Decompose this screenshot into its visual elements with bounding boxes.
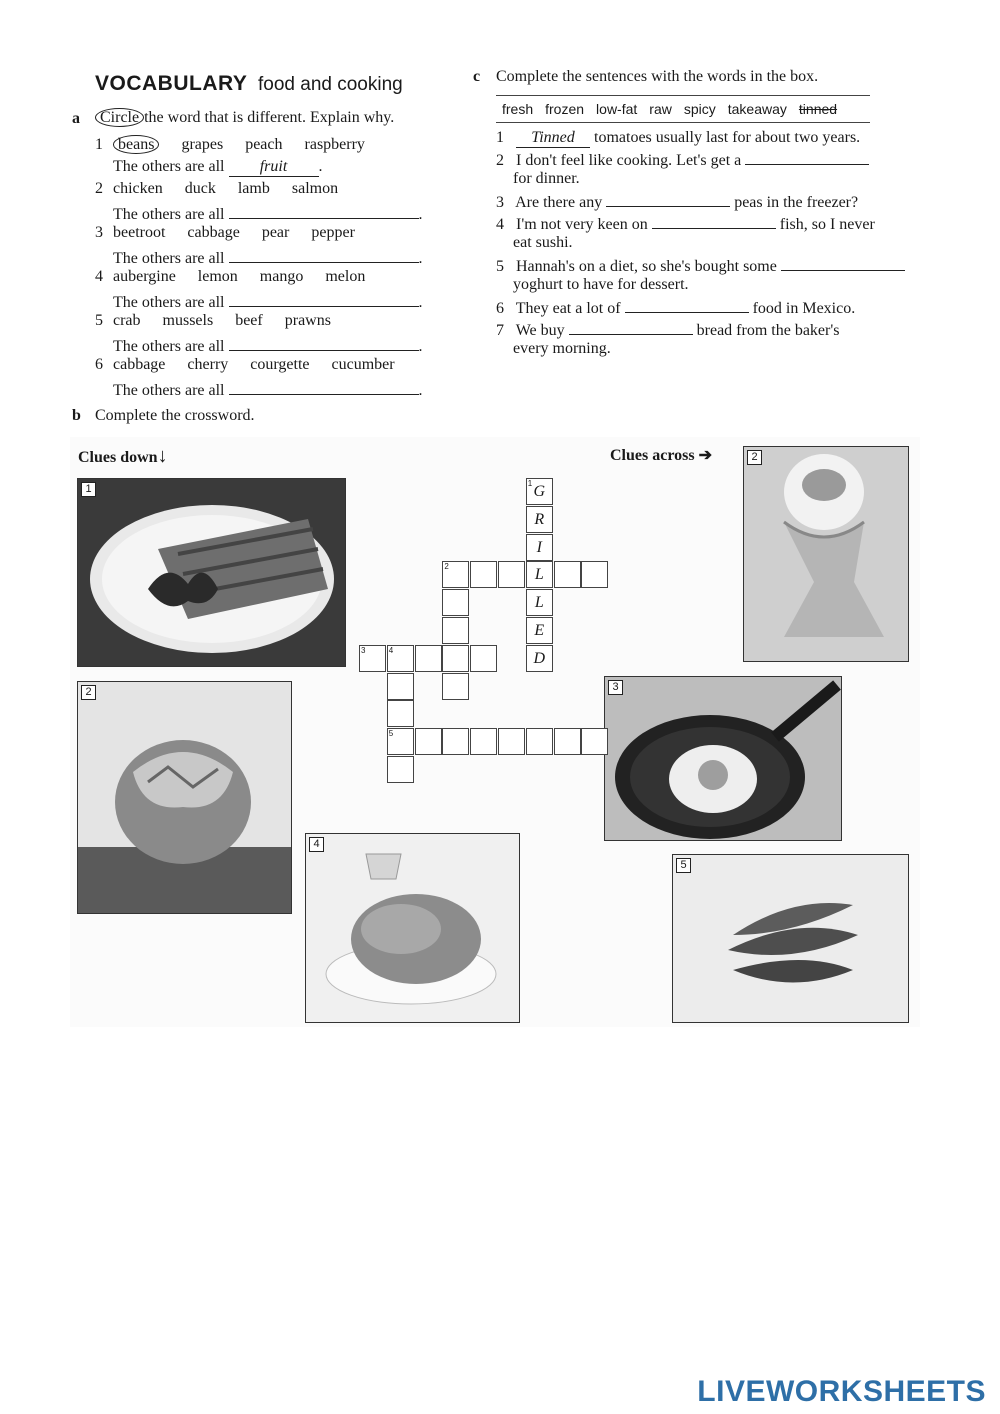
brand-text: LIVEWORKSHEETS: [697, 1375, 986, 1408]
sentence-5-cont: yoghurt to have for dessert.: [513, 276, 689, 293]
sentence-num: 7: [496, 322, 504, 339]
answer-input[interactable]: [229, 290, 419, 307]
item-2-answer-line: [113, 202, 423, 224]
crossword-clue-number: 2: [444, 562, 449, 572]
word-option[interactable]: cabbage: [187, 224, 240, 241]
word-option[interactable]: cherry: [187, 356, 229, 373]
sentence-text: tomatoes usually last for about two years.: [594, 129, 861, 146]
clues-down-heading: [78, 445, 168, 468]
answer-prefix: The others are all: [113, 294, 225, 311]
photo-number: 1: [81, 482, 96, 497]
item-2-words: [95, 180, 360, 198]
crossword-clue-number: 1: [527, 479, 533, 488]
sentence-1: [496, 129, 860, 148]
sentence-text: Are there any: [515, 194, 603, 211]
sentence-num: 1: [496, 129, 504, 146]
page-title: VOCABULARY: [95, 72, 248, 95]
sentence-3: [496, 192, 858, 212]
crossword-cell[interactable]: [415, 645, 442, 672]
box-word-used: tinned: [798, 101, 838, 117]
photo-peas: [672, 854, 909, 1023]
boiled-egg-icon: [744, 447, 909, 662]
word-box: [496, 95, 870, 123]
photo-roast-chicken: [305, 833, 520, 1023]
clues-down-label: Clues down: [78, 449, 158, 466]
sentence-text: fish, so I never: [779, 216, 875, 233]
section-c-letter: c: [473, 68, 481, 85]
sentence-text: We buy: [515, 322, 565, 339]
photo-baked-potato: [77, 681, 292, 914]
answer-input[interactable]: [652, 214, 776, 229]
word-option[interactable]: courgette: [250, 356, 310, 373]
sentence-num: 6: [496, 300, 504, 317]
baked-potato-icon: [78, 682, 292, 914]
answer-end: .: [418, 206, 423, 223]
crossword-cell[interactable]: [470, 728, 497, 755]
answer-prefix: The others are all: [113, 158, 225, 175]
answer-input[interactable]: [745, 150, 869, 165]
right-arrow-icon: ➔: [698, 447, 712, 464]
answer-input[interactable]: [781, 256, 905, 271]
box-word: frozen: [545, 101, 585, 117]
sentence-2-cont: for dinner.: [513, 170, 580, 187]
item-number: 6: [95, 356, 103, 373]
word-option[interactable]: beetroot: [113, 224, 166, 241]
word-option[interactable]: aubergine: [113, 268, 176, 285]
sentence-num: 5: [496, 258, 504, 275]
item-number: 1: [95, 136, 103, 153]
item-3-answer-line: [113, 246, 423, 268]
item-1-words: [95, 136, 387, 154]
sentence-text: I'm not very keen on: [516, 216, 648, 233]
answer-end: .: [418, 382, 423, 399]
answer-prefix: The others are all: [113, 338, 225, 355]
down-arrow-icon: ↓: [157, 445, 168, 467]
item-5-answer-line: [113, 334, 423, 356]
crossword-cell[interactable]: [387, 756, 414, 783]
photo-fried-egg: [604, 676, 842, 841]
crossword-cell[interactable]: L: [526, 561, 553, 588]
sentence-num: 3: [496, 194, 504, 211]
box-word: raw: [649, 101, 672, 117]
liveworksheets-logo: [697, 1375, 986, 1409]
item-number: 3: [95, 224, 103, 241]
answer-input[interactable]: [229, 246, 419, 263]
crossword-cell[interactable]: [387, 673, 414, 700]
sentence-5: [496, 256, 905, 276]
photo-number: 3: [608, 680, 623, 695]
word-option[interactable]: beef: [235, 312, 263, 329]
photo-number: 5: [676, 858, 691, 873]
word-option[interactable]: salmon: [291, 180, 339, 197]
crossword-cell[interactable]: [526, 728, 553, 755]
crossword-cell[interactable]: [442, 645, 469, 672]
word-option[interactable]: lemon: [197, 268, 238, 285]
crossword-clue-number: 3: [361, 645, 366, 655]
section-a-letter: a: [72, 110, 80, 127]
answer-input[interactable]: [229, 378, 419, 395]
sentence-text: food in Mexico.: [752, 300, 856, 317]
item-1-answer-line: [113, 158, 323, 177]
roast-chicken-icon: [306, 834, 520, 1023]
photo-boiled-egg: [743, 446, 909, 662]
item-4-words: [95, 268, 387, 286]
item-number: 2: [95, 180, 103, 197]
crossword-cell[interactable]: [498, 728, 525, 755]
word-option[interactable]: peach: [245, 136, 283, 153]
item-3-words: [95, 224, 377, 242]
crossword-cell[interactable]: E: [526, 617, 553, 644]
sentence-7-cont: every morning.: [513, 340, 611, 357]
crossword-cell[interactable]: [470, 561, 497, 588]
crossword-cell[interactable]: I: [526, 534, 553, 561]
answer-end: .: [318, 158, 323, 175]
sentence-text: I don't feel like cooking. Let's get a: [516, 152, 742, 169]
photo-grilled-fish: [77, 478, 346, 667]
sentence-num: 4: [496, 216, 504, 233]
clues-across-heading: [610, 445, 712, 465]
answer-end: .: [418, 338, 423, 355]
word-option[interactable]: lamb: [237, 180, 270, 197]
instruction-text: the word that is different. Explain why.: [144, 109, 395, 126]
crossword-clue-number: 4: [388, 645, 394, 655]
sentence-num: 2: [496, 152, 504, 169]
circle-word: Circle: [95, 108, 144, 127]
word-option[interactable]: duck: [184, 180, 216, 197]
answer-input[interactable]: [229, 334, 419, 351]
fried-egg-icon: [605, 677, 842, 841]
section-c-instruction: Complete the sentences with the words in the box.: [496, 68, 819, 85]
box-word: spicy: [683, 101, 716, 117]
answer-end: .: [418, 294, 423, 311]
crossword-cell[interactable]: R: [526, 506, 553, 533]
sentence-6: [496, 298, 855, 318]
crossword-cell[interactable]: [442, 617, 469, 644]
crossword-cell[interactable]: [581, 561, 608, 588]
crossword-cell[interactable]: [554, 561, 581, 588]
item-6-words: [95, 356, 417, 374]
peas-pod-icon: [673, 855, 909, 1023]
crossword-cell[interactable]: [442, 673, 469, 700]
word-option[interactable]: chicken: [113, 180, 163, 197]
answer-input[interactable]: [229, 202, 419, 219]
word-option[interactable]: melon: [325, 268, 366, 285]
crossword-cell[interactable]: [470, 645, 497, 672]
section-a-instruction: [95, 109, 394, 127]
sentence-2: [496, 150, 869, 170]
crossword-cell[interactable]: G: [526, 478, 553, 505]
section-b-letter: b: [72, 407, 81, 424]
clues-across-label: Clues across: [610, 447, 695, 464]
word-option[interactable]: mango: [259, 268, 304, 285]
photo-number: 4: [309, 837, 324, 852]
word-option[interactable]: pepper: [311, 224, 355, 241]
item-5-words: [95, 312, 353, 330]
sentence-text: bread from the baker's: [696, 322, 840, 339]
item-number: 4: [95, 268, 103, 285]
section-b-instruction: Complete the crossword.: [95, 407, 255, 424]
word-option[interactable]: crab: [113, 312, 141, 329]
page-subtitle: food and cooking: [258, 74, 403, 95]
crossword-cell[interactable]: [554, 728, 581, 755]
crossword-clue-number: 5: [388, 729, 394, 739]
word-option[interactable]: grapes: [181, 136, 224, 153]
word-option[interactable]: mussels: [162, 312, 214, 329]
word-option[interactable]: pear: [261, 224, 290, 241]
grilled-fish-icon: [78, 479, 346, 667]
sentence-4: [496, 214, 875, 234]
answer-input[interactable]: fruit: [229, 158, 319, 177]
crossword-cell[interactable]: [581, 728, 608, 755]
answer-prefix: The others are all: [113, 250, 225, 267]
crossword-cell[interactable]: [442, 589, 469, 616]
sentence-text: They eat a lot of: [515, 300, 621, 317]
crossword-cell[interactable]: [387, 700, 414, 727]
sentence-4-cont: eat sushi.: [513, 234, 573, 251]
crossword-cell[interactable]: L: [526, 589, 553, 616]
photo-number: 2: [747, 450, 762, 465]
crossword-cell[interactable]: [415, 728, 442, 755]
crossword-cell[interactable]: [498, 561, 525, 588]
box-word: fresh: [502, 101, 534, 117]
box-word: low-fat: [596, 101, 638, 117]
item-4-answer-line: [113, 290, 423, 312]
word-option[interactable]: beans: [113, 135, 159, 154]
answer-end: .: [418, 250, 423, 267]
answer-input[interactable]: [606, 192, 730, 207]
word-option[interactable]: cucumber: [331, 356, 395, 373]
answer-input[interactable]: Tinned: [516, 129, 590, 148]
item-number: 5: [95, 312, 103, 329]
item-6-answer-line: [113, 378, 423, 400]
answer-input[interactable]: [569, 320, 693, 335]
sentence-text: peas in the freezer?: [734, 194, 859, 211]
answer-prefix: The others are all: [113, 206, 225, 223]
answer-prefix: The others are all: [113, 382, 225, 399]
crossword-cell[interactable]: D: [526, 645, 553, 672]
word-option[interactable]: cabbage: [113, 356, 166, 373]
sentence-text: Hannah's on a diet, so she's bought some: [516, 258, 777, 275]
photo-number: 2: [81, 685, 96, 700]
word-option[interactable]: prawns: [284, 312, 331, 329]
sentence-7: [496, 320, 839, 340]
answer-input[interactable]: [625, 298, 749, 313]
word-option[interactable]: raspberry: [304, 136, 365, 153]
box-word: takeaway: [727, 101, 787, 117]
crossword-cell[interactable]: [442, 728, 469, 755]
